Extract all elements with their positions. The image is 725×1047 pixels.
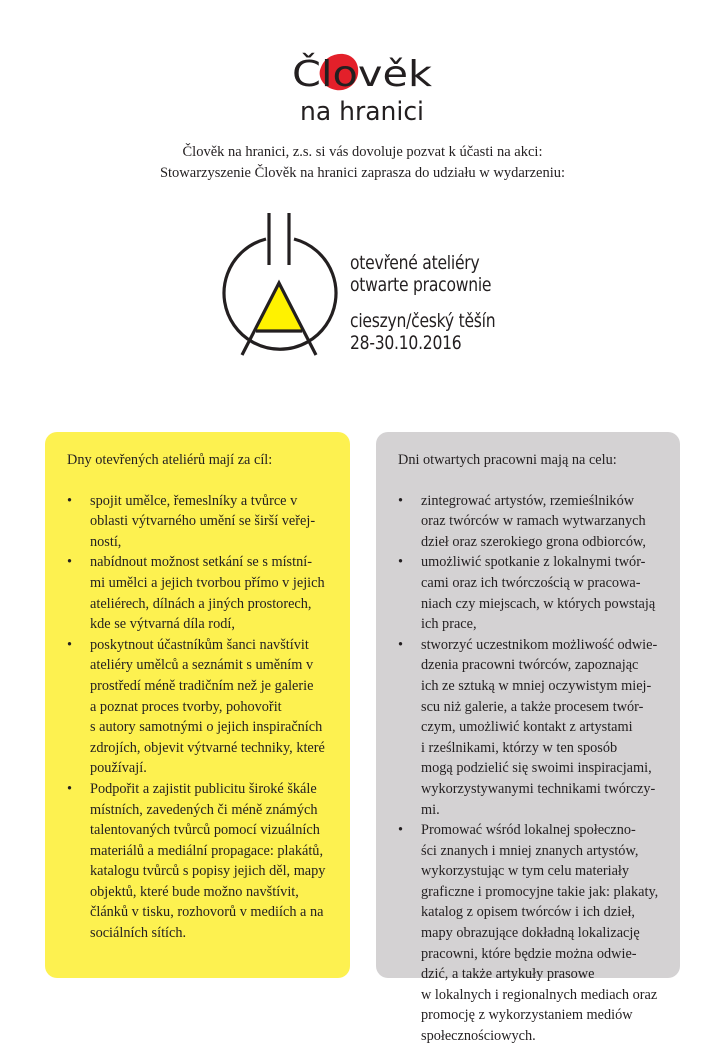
list-item: • nabídnout možnost setkání se s místní- mi umělci a jejich tvorbou přímo v jejich ateliérech, dílnách a jiných prostorech, kde se výtvarná díla rodí, [67, 552, 330, 634]
invitation-line-pl: Stowarzyszenie Člověk na hranici zaprasza do udziału w wydarzeniu: [159, 165, 566, 181]
event-name-cz: otevřené ateliéry [350, 252, 480, 274]
event-dates: 28-30.10.2016 [350, 332, 462, 354]
panel-heading-cz: Dny otevřených ateliérů mají za cíl: [67, 452, 273, 468]
invitation-line-cz: Člověk na hranici, z.s. si vás dovoluje pozvat k účasti na akci: [182, 144, 543, 160]
logo-text-line2: na hranici [300, 97, 424, 126]
goals-panel-czech [45, 432, 350, 978]
event-name-pl: otwarte pracownie [350, 274, 492, 296]
list-item: • stworzyć uczestnikom możliwość odwie- dzenia pracowni twórców, zapoznając ich ze sztuką w mniej oczywistym miej- scu niż galerie, a także procesem twór- czym, umożliwić kontakt z artystami i rześlnikami, którzy w ten sposób mogą podzielić się swoimi inspiracjami, wykorzystywanymi technikami twórczy- mi. [398, 635, 660, 820]
invitation-text [0, 142, 725, 184]
event-title-block [350, 252, 527, 354]
organization-logo [290, 48, 440, 126]
event-place: cieszyn/český těšín [350, 310, 496, 332]
logo-wordmark [290, 48, 440, 126]
logo-text-line1: Člověk [292, 54, 414, 95]
event-emblem-icon [214, 205, 344, 360]
goals-panel-polish [376, 432, 680, 1045]
list-item: • umożliwić spotkanie z lokalnymi twór- cami oraz ich twórczością w pracowa- niach czy miejscach, w których powstają ich prace, [398, 552, 660, 634]
list-item: • Podpořit a zajistit publicitu široké škále místních, zavedených či méně známých talentovaných tvůrců pomocí vizuálních materiálů a mediální propagace: plakátů, katalogu tvůrců s popisy jejich děl, mapy objektů, které bude možno navštívit, článků v tisku, rozhovorů v mediích a na sociálních sítích. [67, 779, 330, 944]
list-item: • poskytnout účastníkům šanci navštívit ateliéry umělců a seznámit s uměním v prostředí méně tradičním než je galerie a poznat proces tvorby, pohovořit s autory samotnými o jejich inspiračních zdrojích, objevit výtvarné techniky, které používají. [67, 635, 330, 779]
list-item: • zintegrować artystów, rzemieślników oraz twórców w ramach wytwarzanych dzieł oraz szerokiego grona odbiorców, [398, 491, 660, 553]
goals-list-pl [398, 491, 660, 1047]
list-item: • Promować wśród lokalnej społeczno- ści znanych i mniej znanych artystów, wykorzystując w tym celu materiały graficzne i promocyjne takie jak: plakaty, katalog z opisem twórców i ich dzieł, mapy obrazujące dokładną lokalizację pracowni, które będzie można odwie- dzić, a także artykuły prasowe w lokalnych i regionalnych mediach oraz promocję z wykorzystaniem mediów społecznościowych. [398, 820, 660, 1047]
panel-heading-pl: Dni otwartych pracowni mają na celu: [398, 452, 617, 468]
list-item: • spojit umělce, řemeslníky a tvůrce v oblasti výtvarného umění se širší veřej- ností, [67, 491, 330, 553]
goals-list-cz [67, 491, 330, 944]
